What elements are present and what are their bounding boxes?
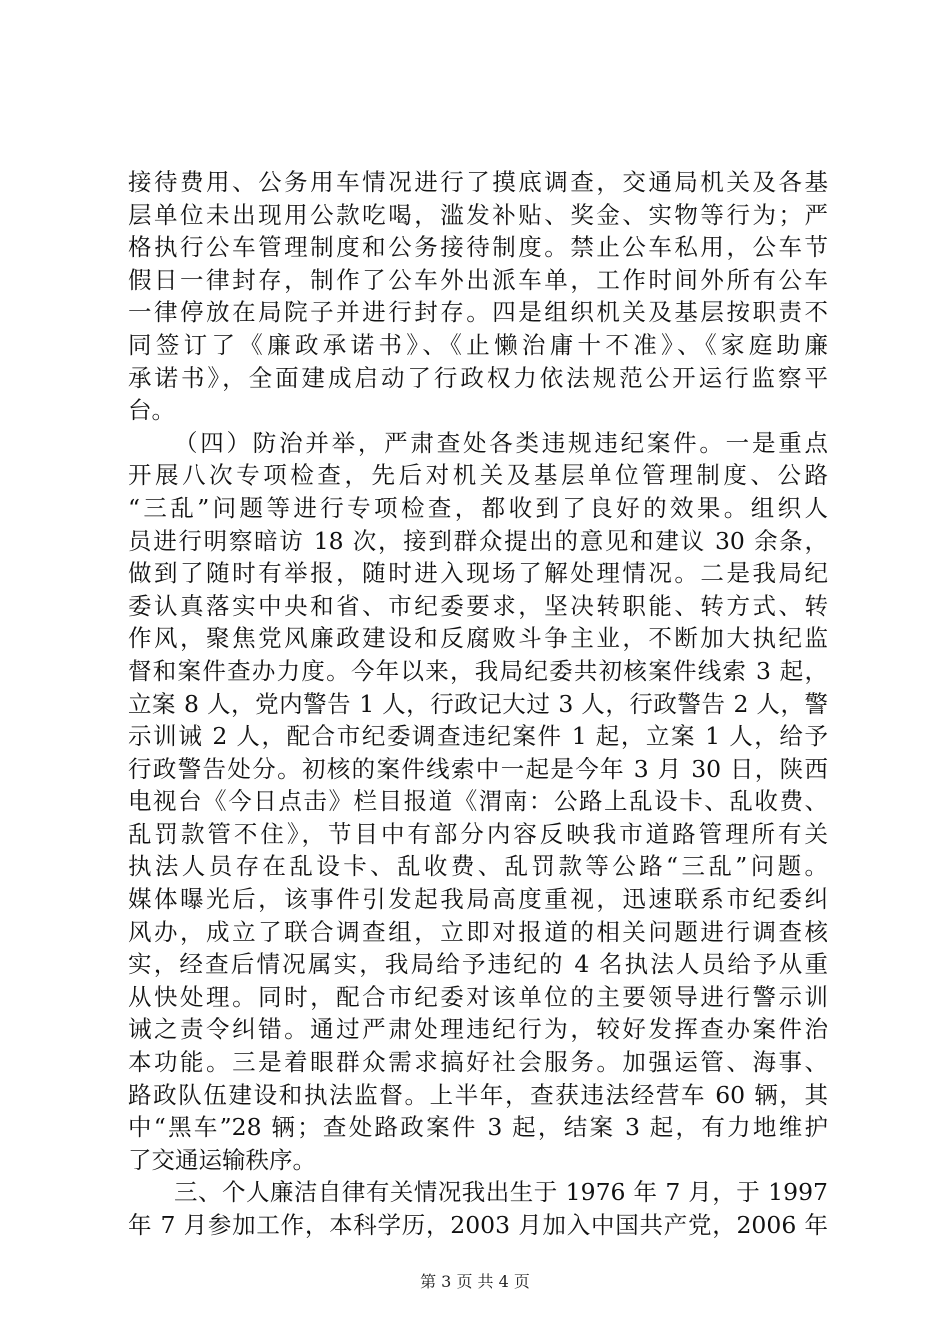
text-line: 本功能。三是着眼群众需求搞好社会服务。加强运管、海事、 (128, 1048, 828, 1077)
text-line: 实，经查后情况属实，我局给予违纪的 4 名执法人员给予从重 (128, 950, 828, 979)
paragraph-start-line: （四）防治并举，严肃查处各类违规违纪案件。一是重点 (174, 428, 828, 457)
text-line: 诫之责令纠错。通过严肃处理违纪行为，较好发挥查办案件治 (128, 1015, 828, 1044)
text-line: 承诺书》，全面建成启动了行政权力依法规范公开运行监察平 (128, 363, 828, 392)
paragraph-start-line: 三、个人廉洁自律有关情况我出生于 1976 年 7 月，于 1997 (174, 1178, 828, 1207)
text-line: 接待费用、公务用车情况进行了摸底调查，交通局机关及各基 (128, 168, 828, 196)
text-line: 格执行公车管理制度和公务接待制度。禁止公车私用，公车节 (128, 233, 828, 262)
text-line: 执法人员存在乱设卡、乱收费、乱罚款等公路“三乱”问题。 (128, 852, 828, 881)
text-line: 委认真落实中央和省、市纪委要求，坚决转职能、转方式、转 (128, 591, 828, 620)
text-line: 员进行明察暗访 18 次，接到群众提出的意见和建议 30 余条， (128, 526, 828, 555)
document-body (128, 166, 828, 1242)
text-line: 立案 8 人，党内警告 1 人，行政记大过 3 人，行政警告 2 人，警 (128, 689, 828, 718)
text-line: “三乱”问题等进行专项检查，都收到了良好的效果。组织人 (128, 493, 828, 522)
text-line: 做到了随时有举报，随时进入现场了解处理情况。二是我局纪 (128, 559, 828, 588)
text-line: 作风，聚焦党风廉政建设和反腐败斗争主业，不断加大执纪监 (128, 624, 828, 653)
text-line: 假日一律封存，制作了公车外出派车单，工作时间外所有公车 (128, 265, 828, 294)
text-line: 媒体曝光后，该事件引发起我局高度重视，迅速联系市纪委纠 (128, 885, 828, 914)
text-line: 开展八次专项检查，先后对机关及基层单位管理制度、公路 (128, 461, 828, 490)
text-line: 行政警告处分。初核的案件线索中一起是今年 3 月 30 日，陕西 (128, 754, 828, 783)
text-line: 示训诫 2 人，配合市纪委调查违纪案件 1 起，立案 1 人，给予 (128, 722, 828, 751)
text-line: 了交通运输秩序。 (128, 1145, 316, 1174)
text-line: 乱罚款管不住》，节目中有部分内容反映我市道路管理所有关 (128, 819, 828, 848)
text-line: 层单位未出现用公款吃喝，滥发补贴、奖金、实物等行为；严 (128, 200, 828, 229)
text-line: 一律停放在局院子并进行封存。四是组织机关及基层按职责不 (128, 298, 828, 327)
text-line: 年 7 月参加工作，本科学历，2003 月加入中国共产党，2006 年 (128, 1211, 828, 1239)
text-line: 督和案件查办力度。今年以来，我局纪委共初核案件线索 3 起， (128, 656, 828, 685)
text-line: 从快处理。同时，配合市纪委对该单位的主要领导进行警示训 (128, 982, 828, 1011)
page-number-footer: 第 3 页 共 4 页 (420, 1272, 530, 1291)
text-line: 路政队伍建设和执法监督。上半年，查获违法经营车 60 辆，其 (128, 1080, 828, 1109)
text-line: 风办，成立了联合调查组，立即对报道的相关问题进行调查核 (128, 917, 828, 946)
text-line: 中“黑车”28 辆；查处路政案件 3 起，结案 3 起，有力地维护 (128, 1113, 828, 1142)
text-line: 台。 (128, 396, 175, 425)
text-line: 同签订了《廉政承诺书》、《止懒治庸十不准》、《家庭助廉 (128, 330, 828, 359)
text-line: 电视台《今日点击》栏目报道《渭南：公路上乱设卡、乱收费、 (128, 787, 828, 816)
